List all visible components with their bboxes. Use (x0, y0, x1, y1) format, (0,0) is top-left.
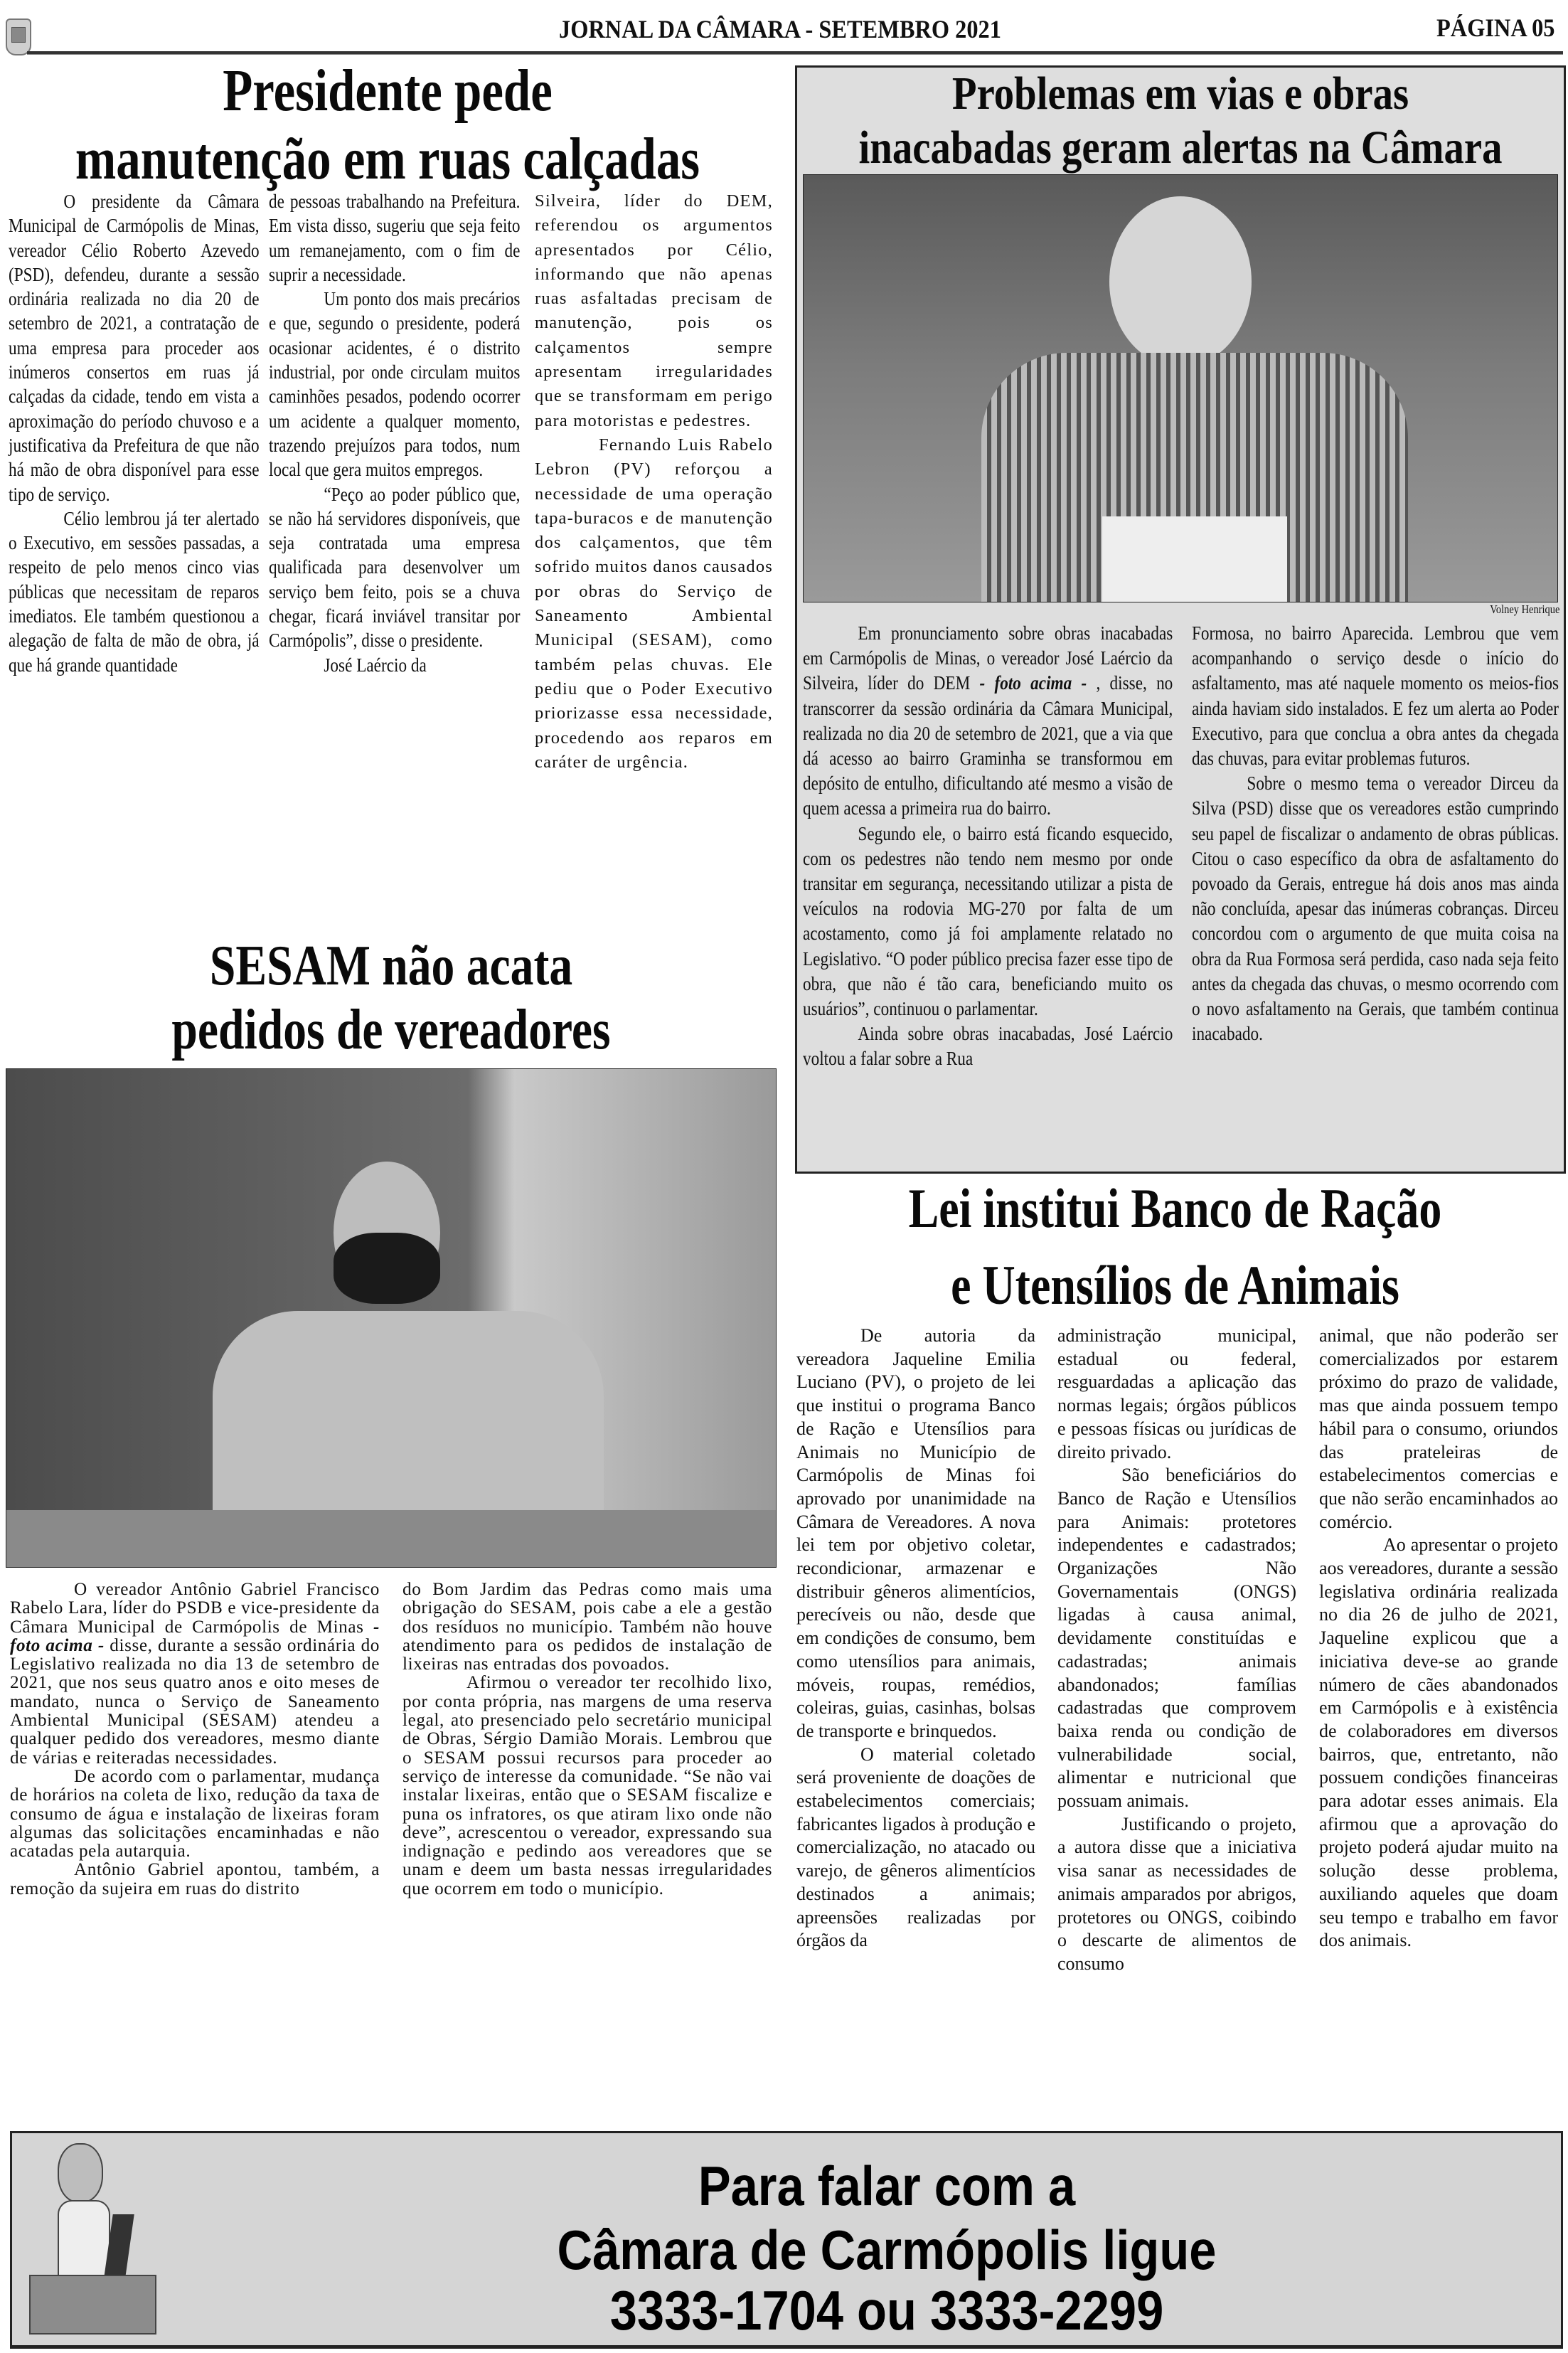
article-title-line1: Presidente pede (223, 58, 553, 124)
paragraph: Célio lembrou já ter alertado o Executivo, em sessões passadas, a respeito de pelo menos cinco vias públicas que necessitam de reparos imediatos. Ele também questionou a alegação de falta de mão de obra, já que há grande quantidade (9, 507, 260, 676)
paragraph: Ainda sobre obras inacabadas, José Laércio voltou a falar sobre a Rua (803, 1023, 1173, 1070)
article-column-3 (535, 189, 773, 775)
paragraph: Segundo ele, o bairro está ficando esquecido, com os pedestres não tendo nem mesmo por onde transitar em segurança, necessitando utilizar a pista de veículos na rodovia MG-270 por falta de um acostamento, como já foi amplamente relatado no Legislativo. “O poder público precisa fazer esse tipo de obra, que não é tão cara, beneficiando muito os usuários”, continuou o parlamentar. (803, 822, 1173, 1020)
photo-credit: Volney Henrique (1489, 602, 1559, 616)
paragraph: Ao apresentar o projeto aos vereadores, durante a sessão legislativa ordinária realizada no dia 26 de julho de 2021, Jaqueline explicou que a iniciativa deve-se ao grande número de cães abandonados em Carmópolis e à existência de colaboradores em diversos bairros, que, entretanto, não possuem condições financeiras para adotar esses animais. Ela afirmou que a aprovação do projeto poderá ajudar muito na solução desse problema, auxiliando aqueles que doam seu tempo e trabalho em favor dos animais. (1319, 1534, 1558, 1951)
article-obras-box (795, 65, 1566, 1174)
paragraph: Silveira, líder do DEM, referendou os argumentos apresentados por Célio, informando que não apenas ruas asfaltadas precisam de manutenção, pois os calçamentos sempre apresentam irregularidades que se transformam em perigo para motoristas e pedestres. (535, 191, 773, 430)
article-column-2 (402, 1581, 772, 1898)
paragraph: O material coletado será proveniente de doações de estabelecimentos comerciais; fabricantes ligados à produção e comercialização, no atacado ou varejo, de gêneros alimentícios destinados a animais; apreensões realizadas por órgãos da (796, 1743, 1035, 1951)
paragraph: O vereador Antônio Gabriel Francisco Rabelo Lara, líder do PSDB e vice-presidente da Câmara Municipal de Carmópolis de Minas - foto acima - disse, durante a sessão ordinária do Legislativo realizada no dia 13 de setembro de 2021, que nos seus quatro anos e oito meses de mandato, nunca o Serviço de Saneamento Ambiental Municipal (SESAM) atendeu a qualquer pedido dos vereadores, mesmo diante de várias e reiteradas necessidades. (10, 1580, 380, 1768)
article-title-line2: inacabadas geram alertas na Câmara (858, 122, 1503, 174)
paragraph: Justificando o projeto, a autora disse que a iniciativa visa sanar as necessidades de animais amparados por abrigos, protetores ou ONGS, coibindo o descarte de alimentos de consumo (1057, 1813, 1296, 1974)
journal-title: JORNAL DA CÂMARA - SETEMBRO 2021 (559, 15, 1001, 43)
article-column-1 (9, 189, 260, 677)
article-column-1 (10, 1581, 380, 1898)
article-title-line1: Problemas em vias e obras (951, 68, 1409, 119)
header-divider (27, 51, 1563, 55)
photo-councilman-jose-laercio-speaking (803, 174, 1558, 602)
paragraph: Um ponto dos mais precários e que, segundo o presidente, poderá ocasionar acidentes, é o distrito industrial, por onde circulam muitos caminhões pesados, podendo ocorrer um acidente a qualquer momento, trazendo prejuízos para todos, num local que gera muitos empregos. (269, 288, 521, 481)
article-column-1 (803, 621, 1173, 1072)
article-column-3 (1319, 1324, 1558, 1953)
paragraph: Em pronunciamento sobre obras inacabadas em Carmópolis de Minas, o vereador José Laércio da Silveira, líder do DEM - foto acima - , disse, no transcorrer da sessão ordinária da Câmara Municipal, realizada no dia 20 de setembro de 2021, que a via que dá acesso ao bairro Graminha se transformou em depósito de entulho, dificultando até mesmo a visão de quem acessa a primeira rua do bairro. (803, 622, 1173, 819)
paragraph: administração municipal, estadual ou federal, resguardadas a aplicação das normas legais; órgãos públicos e pessoas físicas ou jurídicas de direito privado. (1057, 1325, 1296, 1462)
article-title-line1: SESAM não acata (209, 935, 573, 997)
article-column-2 (1192, 621, 1559, 1046)
ad-phone-numbers: 3333-1704 ou 3333-2299 (609, 2279, 1164, 2342)
article-title-line2: e Utensílios de Animais (951, 1254, 1399, 1316)
photo-councilman-antonio-gabriel-speaking (6, 1068, 777, 1568)
receptionist-on-phone-icon (29, 2143, 193, 2335)
camara-coat-of-arms-icon (6, 18, 31, 55)
paragraph: Antônio Gabriel apontou, também, a remoção da sujeira em ruas do distrito (10, 1860, 380, 1898)
photo-figure-mask (334, 1233, 440, 1304)
photo-reference: - foto acima - (10, 1617, 380, 1655)
paragraph: De acordo com o parlamentar, mudança de horários na coleta de lixo, redução da taxa de consumo de água e instalação de lixeiras foram algumas das solicitações encaminhadas e não acatadas pela autarquia. (10, 1766, 380, 1861)
photo-desk (6, 1510, 776, 1567)
article-column-2 (269, 189, 520, 677)
paragraph: de pessoas trabalhando na Prefeitura. Em vista disso, sugeriu que seja feito um remanejamento, com o fim de suprir a necessidade. (269, 191, 521, 285)
paragraph: Afirmou o vereador ter recolhido lixo, por conta própria, nas margens de uma reserva legal, ato presenciado pelo secretário municipal de Obras, Sérgio Damião Morais. Lembrou que o SESAM possui recursos para proceder ao serviço de interesse da comunidade. “Se não vai instalar lixeiras, então que o SESAM fiscalize e puna os infratores, os que atiram lixo onde não deve”, acrescentou o vereador, expressando sua indignação e pedindo aos vereadores que se unam e deem um basta nessas irregularidades que ocorrem em todo o município. (402, 1673, 772, 1898)
paragraph: De autoria da vereadora Jaqueline Emilia Luciano (PV), o projeto de lei que institui o programa Banco de Ração e Utensílios para Animais no Município de Carmópolis de Minas foi aprovado por unanimidade na Câmara de Vereadores. A nova lei tem por objetivo coletar, recondicionar, armazenar e distribuir gêneros alimentícios, perecíveis ou não, desde que em condições de consumo, bem como utensílios para animais, móveis, roupas, remédios, coleiras, guias, casinhas, bolsas de transporte e brinquedos. (796, 1325, 1035, 1741)
ad-line-1: Para falar com a (698, 2155, 1076, 2217)
paragraph: José Laércio da (324, 654, 427, 676)
paragraph: “Peço ao poder público que, se não há servidores disponíveis, que seja contratada uma empresa qualificada para desenvolver um serviço bem feito, pois se a chuva chegar, ficará inviável transitar por Carmópolis”, disse o presidente. (269, 483, 521, 652)
paragraph: São beneficiários do Banco de Ração e Utensílios para Animais: protetores independentes e cadastrados; Organizações Não Governamentais (ONGS) ligadas à causa animal, devidamente constituídas e cadastradas; animais abandonados; famílias cadastradas que comprovem baixa renda ou condição de vulnerabilidade social, alimentar e nutricional que possuam animais. (1057, 1465, 1296, 1812)
photo-papers (1102, 516, 1287, 602)
paragraph: O presidente da Câmara Municipal de Carmópolis de Minas, vereador Célio Roberto Azevedo (PSD), defendeu, durante a sessão ordinária realizada no dia 20 de setembro de 2021, a contratação de uma empresa para proceder aos inúmeros consertos em ruas já calçadas da cidade, tendo em vista a aproximação do período chuvoso e a justificativa da Prefeitura de que não há mão de obra disponível para esse tipo de serviço. (9, 191, 260, 505)
paragraph: Sobre o mesmo tema o vereador Dirceu da Silva (PSD) disse que os vereadores estão cumprindo seu papel de fiscalizar o andamento de obras públicas. Citou o caso específico da obra de asfaltamento do povoado da Gerais, entregue há dois anos mas ainda não concluída, apesar das inúmeras cobranças. Dirceu concordou com o argumento de que muita coisa na obra da Rua Formosa será perdida, caso nada seja feito antes da chegada das chuvas, o mesmo ocorrendo com o novo asfaltamento na Gerais, que também continua inacabado. (1192, 772, 1559, 1045)
ad-line-2: Câmara de Carmópolis ligue (557, 2219, 1217, 2281)
paragraph: Formosa, no bairro Aparecida. Lembrou que vem acompanhando o serviço desde o início do asfaltamento, mas até naquele momento os meios-fios ainda haviam sido instalados. E fez um alerta ao Poder Executivo, para que conclua a obra antes da chegada das chuvas, para evitar problemas futuros. (1192, 622, 1559, 770)
paragraph: Fernando Luis Rabelo Lebron (PV) reforçou a necessidade de uma operação tapa-buracos e de manutenção dos calçamentos, que têm sofrido muitos danos causados por obras do Serviço de Saneamento Ambiental Municipal (SESAM), como também pelas chuvas. Ele pediu que o Poder Executivo priorizasse essa necessidade, procedendo aos reparos em caráter de urgência. (535, 435, 773, 772)
article-column-2 (1057, 1324, 1296, 1976)
article-title-line2: pedidos de vereadores (171, 999, 611, 1061)
contact-ad-banner (10, 2131, 1563, 2349)
photo-figure-head (1109, 196, 1252, 367)
page-number: PÁGINA 05 (1436, 14, 1555, 42)
article-title-line1: Lei institui Banco de Ração (908, 1177, 1442, 1239)
paragraph: do Bom Jardim das Pedras como mais uma obrigação do SESAM, pois cabe a ele a gestão dos resíduos no município. Também não houve atendimento para os pedidos de instalação de lixeiras nas entradas dos povoados. (402, 1580, 772, 1674)
paragraph: animal, que não poderão ser comercializados por estarem próximo do prazo de validade, mas que ainda possuem tempo hábil para o consumo, oriundos das prateleiras de estabelecimentos comercias e que não serão encaminhados ao comércio. (1319, 1325, 1558, 1532)
photo-reference: - foto acima - (979, 672, 1087, 694)
article-title-line2: manutenção em ruas calçadas (75, 126, 700, 192)
article-column-1 (796, 1324, 1035, 1953)
